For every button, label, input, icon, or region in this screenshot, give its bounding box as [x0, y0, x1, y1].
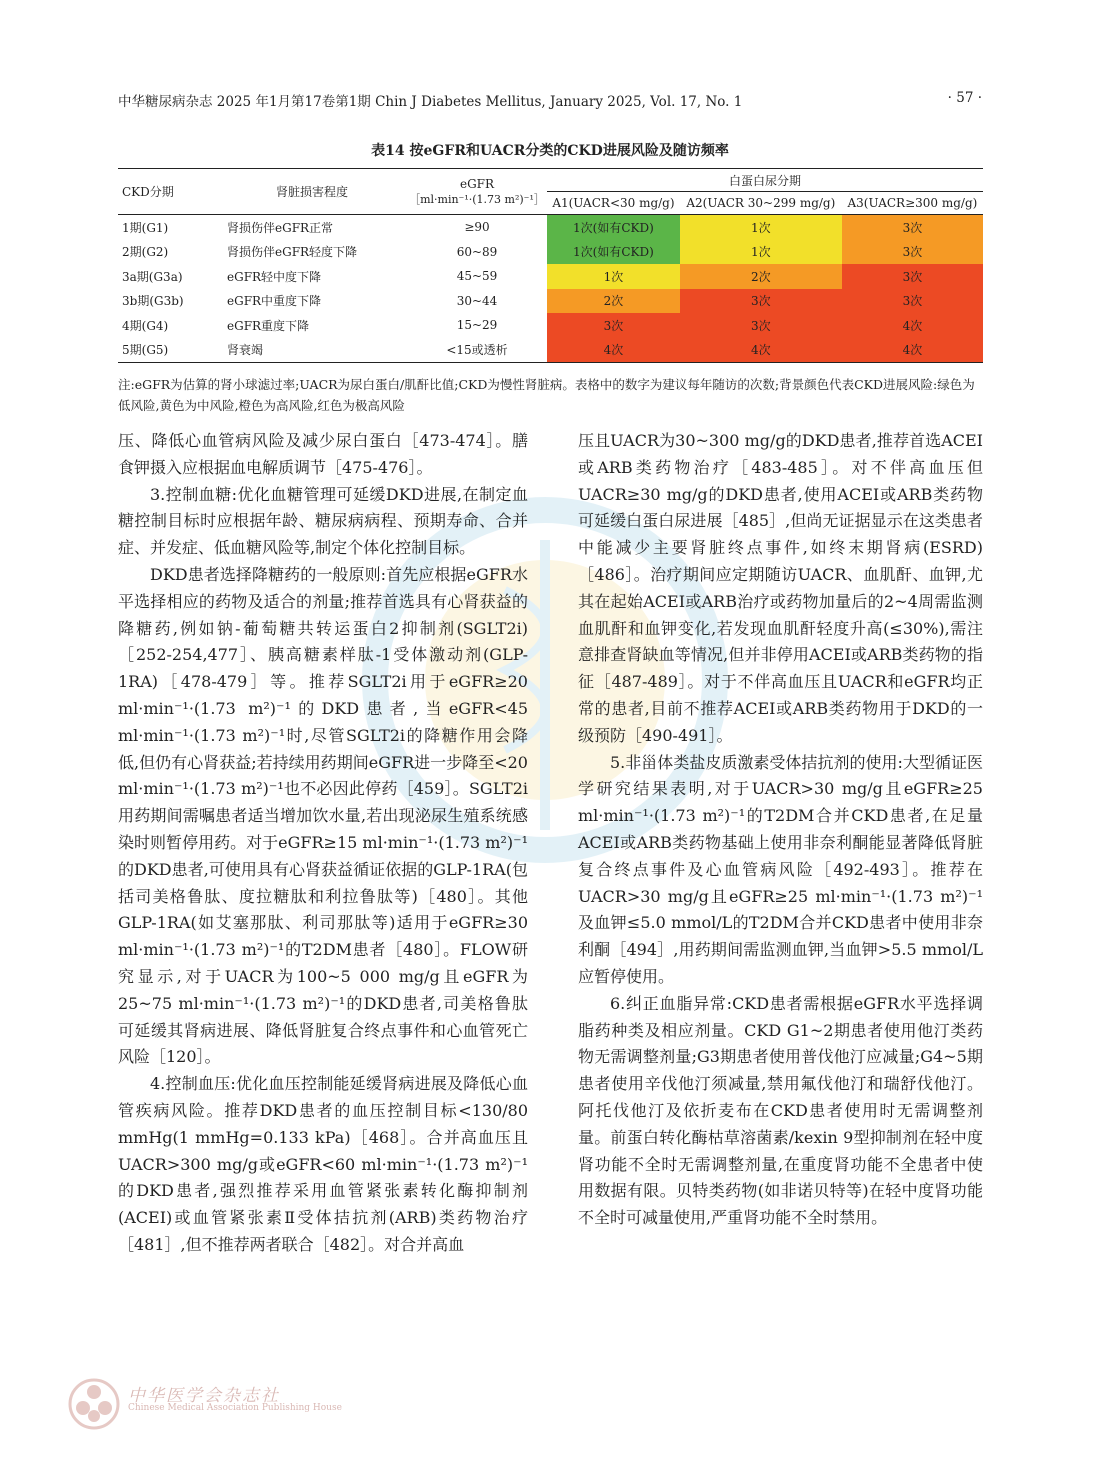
- egfr-cell: 30~44: [456, 293, 498, 308]
- a1-cell: 2次: [547, 289, 680, 314]
- header-damage: 肾脏损害程度: [217, 169, 407, 215]
- header-a3: A3(UACR≥300 mg/g): [847, 196, 978, 210]
- table-row: [118, 289, 983, 314]
- stage-cell: 2期(G2): [122, 245, 169, 260]
- a1-cell: 3次: [547, 313, 680, 338]
- a2-cell: 3次: [680, 313, 842, 338]
- page-number: · 57 ·: [947, 90, 982, 106]
- stage-cell: 4期(G4): [122, 318, 169, 333]
- table-row: [118, 215, 983, 240]
- a2-cell: 2次: [680, 264, 842, 289]
- body-paragraph: 6.纠正血脂异常:CKD患者需根据eGFR水平选择调脂药种类及相应剂量。CKD G1~2期患者使用他汀类药物无需调整剂量;G3期患者使用普伐他汀应减量;G4~5期患者使用辛伐他汀须减量,禁用氟伐他汀和瑞舒伐他汀。阿托伐他汀及依折麦布在CKD患者使用时无需调整剂量。前蛋白转化酶枯草溶菌素/kexin 9型抑制剂在轻中度肾功能不全时无需调整剂量,在重度肾功能不全患者中使用数据有限。贝特类药物(如非诺贝特等)在轻中度肾功能不全时可减量使用,严重肾功能不全时禁用。: [578, 993, 983, 1228]
- table-row: [118, 338, 983, 363]
- publisher-watermark-en: Chinese Medical Association Publishing House: [128, 1403, 342, 1413]
- a2-cell: 1次: [680, 240, 842, 265]
- a3-cell: 3次: [842, 264, 983, 289]
- running-header: [118, 90, 982, 110]
- a3-cell: 4次: [842, 338, 983, 363]
- stage-cell: 3b期(G3b): [122, 294, 184, 309]
- stage-cell: 1期(G1): [118, 215, 217, 240]
- header-egfr-unit: ［ml·min⁻¹·(1.73 m²)⁻¹］: [409, 192, 545, 206]
- body-paragraph: DKD患者选择降糖药的一般原则:首先应根据eGFR水平选择相应的药物及适合的剂量;推荐首选具有心肾获益的降糖药,例如钠-葡萄糖共转运蛋白2抑制剂(SGLT2i)［252-254,477］、胰高糖素样肽-1受体激动剂(GLP-1RA)［478-479］等。推荐SGLT2i用于eGFR≥20 ml·min⁻¹·(1.73 m²)⁻¹的DKD患者,当eGFR<45 ml·min⁻¹·(1.73 m²)⁻¹时,尽管SGLT2i的降糖作用会降低,但仍有心肾获益;若持续用药期间eGFR进一步降至<20 ml·min⁻¹·(1.73 m²)⁻¹也不必因此停药［459］。SGLT2i用药期间需嘱患者适当增加饮水量,若出现泌尿生殖系统感染时则暂停用药。对于eGFR≥15 ml·min⁻¹·(1.73 m²)⁻¹的DKD患者,可使用具有心肾获益循证依据的GLP-1RA(包括司美格鲁肽、度拉糖肽和利拉鲁肽等)［480］。其他GLP-1RA(如艾塞那肽、利司那肽等)适用于eGFR≥30 ml·min⁻¹·(1.73 m²)⁻¹的T2DM患者［480］。FLOW研究显示,对于UACR为100~5 000 mg/g且eGFR为25~75 ml·min⁻¹·(1.73 m²)⁻¹的DKD患者,司美格鲁肽可延缓其肾病进展、降低肾脏复合终点事件和心血管死亡风险［120］。: [118, 564, 528, 1067]
- table-title: 表14 按eGFR和UACR分类的CKD进展风险及随访频率: [371, 143, 729, 159]
- publisher-watermark: 中华医学会杂志社: [128, 1386, 280, 1406]
- damage-cell: eGFR中重度下降: [227, 294, 322, 309]
- left-column: [118, 428, 528, 1259]
- a2-cell: 4次: [680, 338, 842, 363]
- a1-cell: 1次: [547, 264, 680, 289]
- header-egfr-label: eGFR: [459, 176, 495, 191]
- publisher-logo-watermark: [68, 1378, 120, 1430]
- damage-cell: eGFR重度下降: [227, 318, 310, 333]
- header-egfr: [407, 169, 547, 215]
- a3-cell: 3次: [842, 215, 983, 240]
- header-stage: CKD分期: [118, 169, 217, 215]
- a2-cell: 1次: [680, 215, 842, 240]
- right-column: [578, 428, 983, 1232]
- a3-cell: 4次: [842, 313, 983, 338]
- a3-cell: 3次: [842, 240, 983, 265]
- body-paragraph: 3.控制血糖:优化血糖管理可延缓DKD进展,在制定血糖控制目标时应根据年龄、糖尿病病程、预期寿命、合并症、并发症、低血糖风险等,制定个体化控制目标。: [118, 484, 528, 558]
- header-a2: A2(UACR 30~299 mg/g): [686, 196, 836, 210]
- stage-cell: 5期(G5): [118, 338, 217, 363]
- egfr-cell: ≥90: [407, 215, 547, 240]
- a1-cell: 1次(如有CKD): [547, 215, 680, 240]
- egfr-cell: 45~59: [456, 269, 498, 284]
- header-a1: A1(UACR<30 mg/g): [552, 196, 675, 210]
- a1-cell: 1次(如有CKD): [547, 240, 680, 265]
- damage-cell: 肾衰竭: [217, 338, 407, 363]
- table-note: 注:eGFR为估算的肾小球滤过率;UACR为尿白蛋白/肌酐比值;CKD为慢性肾脏病。表格中的数字为建议每年随访的次数;背景颜色代表CKD进展风险:绿色为低风险,黄色为中风险,橙色为高风险,红色为极高风险: [118, 377, 975, 413]
- ckd-risk-table: [118, 168, 983, 363]
- body-paragraph: 压且UACR为30~300 mg/g的DKD患者,推荐首选ACEI或ARB类药物治疗［483-485］。对不伴高血压但UACR≥30 mg/g的DKD患者,使用ACEI或ARB类药物可延缓白蛋白尿进展［485］,但尚无证据显示在这类患者中能减少主要肾脏终点事件,如终末期肾病(ESRD)［486］。治疗期间应定期随访UACR、血肌酐、血钾,尤其在起始ACEI或ARB治疗或药物加量后的2~4周需监测血肌酐和血钾变化,若发现血肌酐轻度升高(≤30%),需注意排查肾缺血等情况,但并非停用ACEI或ARB类药物的指征［487-489］。对于不伴高血压且UACR和eGFR均正常的患者,目前不推荐ACEI或ARB类药物用于DKD的一级预防［490-491］。: [578, 431, 983, 745]
- header-albumin: 白蛋白尿分期: [547, 169, 983, 192]
- egfr-cell: 60~89: [456, 244, 498, 259]
- egfr-cell: 15~29: [456, 318, 498, 333]
- a3-cell: 3次: [842, 289, 983, 314]
- damage-cell: 肾损伤伴eGFR轻度下降: [227, 245, 358, 260]
- damage-cell: eGFR轻中度下降: [227, 269, 322, 284]
- body-paragraph: 4.控制血压:优化血压控制能延缓肾病进展及降低心血管疾病风险。推荐DKD患者的血压控制目标<130/80 mmHg(1 mmHg=0.133 kPa)［468］。合并高血压且UACR>300 mg/g或eGFR<60 ml·min⁻¹·(1.73 m²)⁻¹的DKD患者,强烈推荐采用血管紧张素转化酶抑制剂(ACEI)或血管紧张素Ⅱ受体拮抗剂(ARB)类药物治疗［481］,但不推荐两者联合［482］。对合并高血: [118, 1074, 528, 1254]
- a2-cell: 3次: [680, 289, 842, 314]
- body-paragraph: 压、降低心血管病风险及减少尿白蛋白［473-474］。膳食钾摄入应根据血电解质调节［475-476］。: [118, 431, 528, 477]
- damage-cell: 肾损伤伴eGFR正常: [217, 215, 407, 240]
- table-row: [118, 264, 983, 289]
- table-row: [118, 240, 983, 265]
- stage-cell: 3a期(G3a): [122, 269, 183, 284]
- egfr-cell: <15或透析: [407, 338, 547, 363]
- journal-citation: 中华糖尿病杂志 2025 年1月第17卷第1期 Chin J Diabetes Mellitus, January 2025, Vol. 17, No. 1: [118, 94, 743, 110]
- table-row: [118, 313, 983, 338]
- a1-cell: 4次: [547, 338, 680, 363]
- body-paragraph: 5.非甾体类盐皮质激素受体拮抗剂的使用:大型循证医学研究结果表明,对于UACR>30 mg/g且eGFR≥25 ml·min⁻¹·(1.73 m²)⁻¹的T2DM合并CKD患者,在足量ACEI或ARB类药物基础上使用非奈利酮能显著降低肾脏复合终点事件及心血管病风险［492-493］。推荐在UACR>30 mg/g且eGFR≥25 ml·min⁻¹·(1.73 m²)⁻¹及血钾≤5.0 mmol/L的T2DM合并CKD患者中使用非奈利酮［494］,用药期间需监测血钾,当血钾>5.5 mmol/L应暂停使用。: [578, 752, 983, 986]
